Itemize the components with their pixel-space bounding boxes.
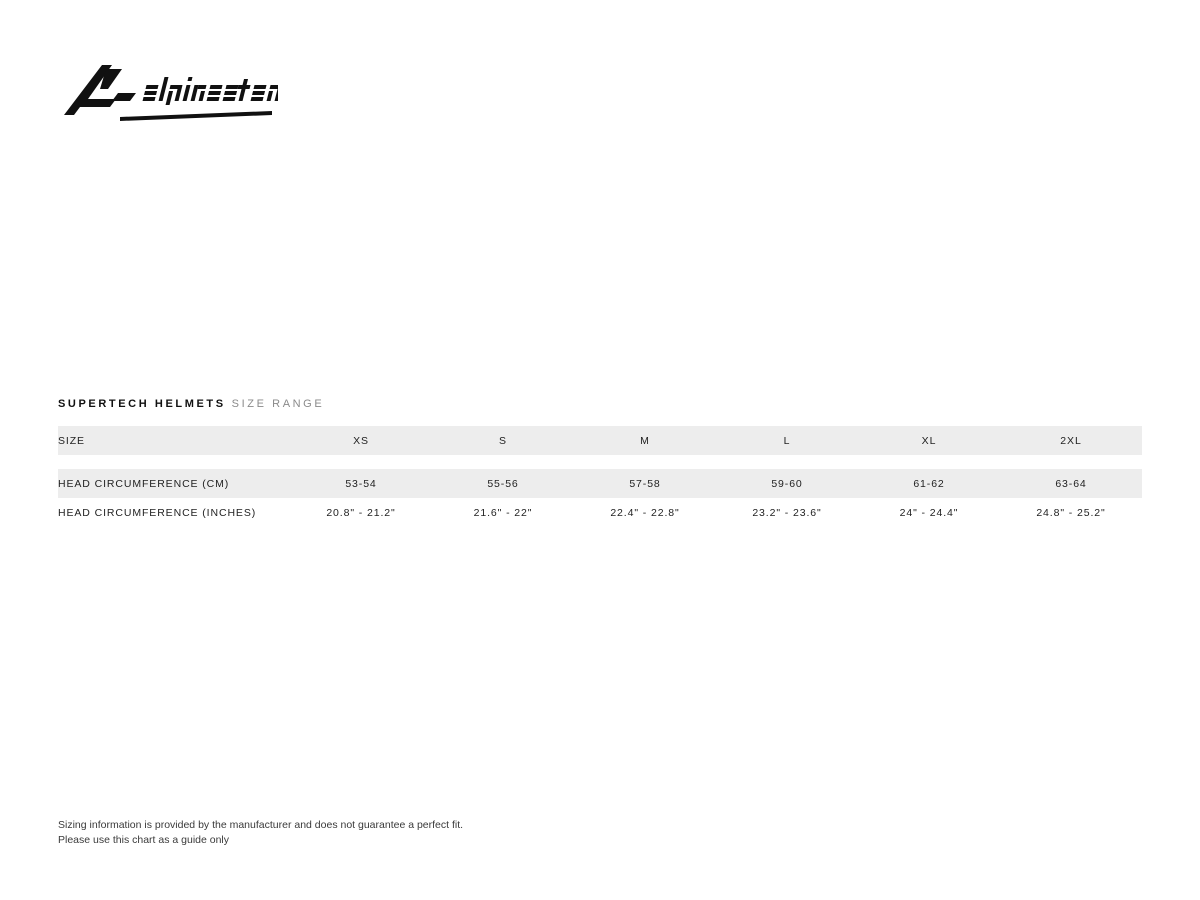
alpinestars-logo-icon <box>58 55 278 125</box>
page-title-strong: SUPERTECH HELMETS <box>58 398 226 410</box>
cell-cm-s: 55-56 <box>487 477 519 490</box>
table-header-row <box>58 426 1142 455</box>
brand-logo <box>58 55 278 125</box>
cell-in-xs: 20.8" - 21.2" <box>326 506 396 519</box>
table-row <box>58 498 1142 527</box>
cell-cm-xs: 53-54 <box>345 477 377 490</box>
column-header-m: M <box>640 434 650 447</box>
column-header-size: SIZE <box>58 434 85 447</box>
page-title-light: SIZE RANGE <box>231 398 325 410</box>
table-row <box>58 469 1142 498</box>
cell-in-s: 21.6" - 22" <box>473 506 533 519</box>
column-header-2xl: 2XL <box>1060 434 1082 447</box>
footnote-line-2: Please use this chart as a guide only <box>58 834 230 846</box>
row-label-head-circumference-inches: HEAD CIRCUMFERENCE (INCHES) <box>58 506 257 519</box>
footnote-line-1: Sizing information is provided by the manufacturer and does not guarantee a perfect fit. <box>58 819 464 831</box>
cell-in-l: 23.2" - 23.6" <box>752 506 822 519</box>
cell-in-xl: 24" - 24.4" <box>899 506 959 519</box>
page-title <box>58 394 324 412</box>
cell-cm-l: 59-60 <box>771 477 803 490</box>
table-row-spacer <box>58 455 1142 469</box>
cell-cm-m: 57-58 <box>629 477 661 490</box>
size-chart-table <box>58 426 1142 527</box>
column-header-s: S <box>499 434 507 447</box>
column-header-xs: XS <box>353 434 369 447</box>
spacer-cell <box>58 455 1142 469</box>
cell-cm-xl: 61-62 <box>913 477 945 490</box>
footnote <box>58 818 463 848</box>
column-header-xl: XL <box>921 434 937 447</box>
cell-cm-2xl: 63-64 <box>1055 477 1087 490</box>
cell-in-2xl: 24.8" - 25.2" <box>1036 506 1106 519</box>
row-label-head-circumference-cm: HEAD CIRCUMFERENCE (CM) <box>58 477 230 490</box>
column-header-l: L <box>783 434 791 447</box>
cell-in-m: 22.4" - 22.8" <box>610 506 680 519</box>
